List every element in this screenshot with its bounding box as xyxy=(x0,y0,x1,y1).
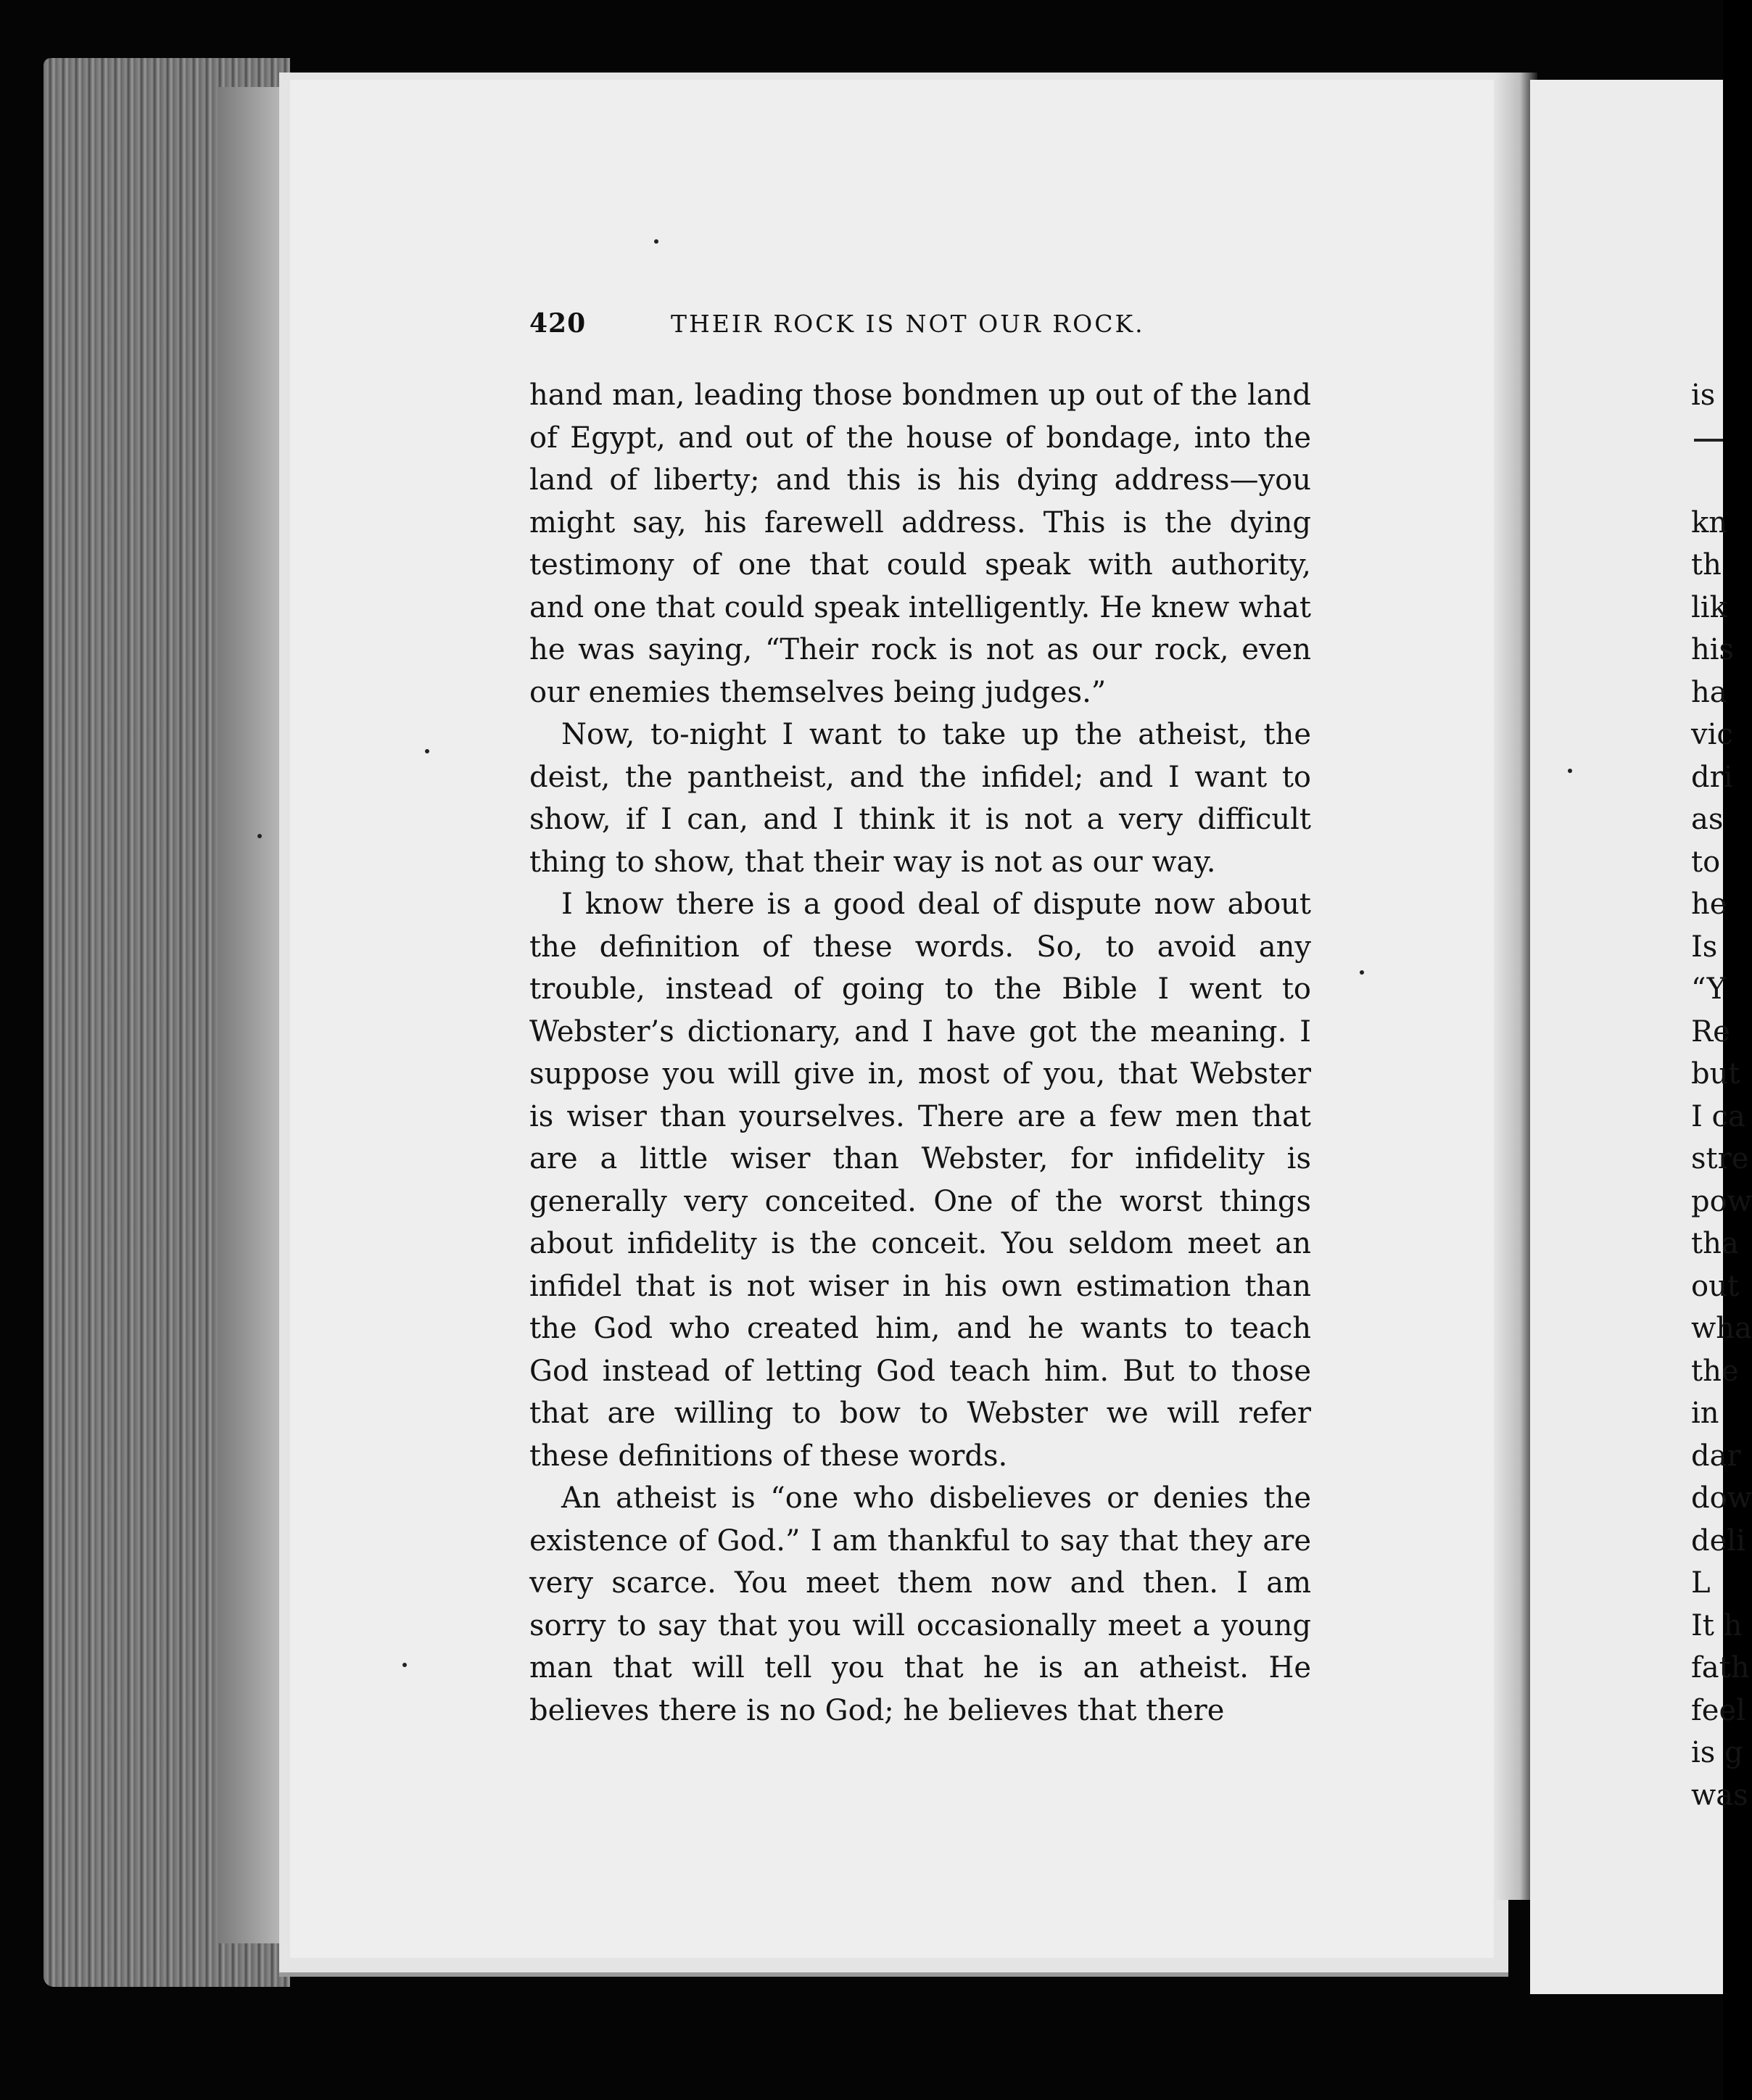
right-page-line-fragment: in xyxy=(1691,1397,1719,1430)
right-page-line-fragment: he xyxy=(1691,888,1727,921)
right-page-line-fragment: was xyxy=(1691,1778,1748,1812)
right-page-line-fragment: feel xyxy=(1691,1693,1745,1727)
dust-speck xyxy=(425,749,429,753)
right-page-line-fragment: tha xyxy=(1691,1227,1739,1260)
right-page-line-fragment: vic xyxy=(1691,718,1733,751)
right-page-line-fragment: pow xyxy=(1691,1184,1752,1218)
running-head xyxy=(529,308,1320,344)
paragraph: An atheist is “one who disbelieves or denies the existence of God.” I am thankful to say that they are very scarce. You meet them now and then. I am sorry to say that you will occasionally meet a young man that will tell you that he is an atheist. He believes there is no God; he believes that there xyxy=(529,1481,1311,1727)
right-page-line-fragment: his xyxy=(1691,633,1735,666)
right-page-line-fragment: as xyxy=(1691,803,1724,836)
right-page-line-fragment: dow xyxy=(1691,1481,1752,1515)
paragraph-continued: hand man, leading those bondmen up out of the land of Egypt, and out of the house of bondage, into the land of liberty; and this is his dying address—you might say, his farewell address. This is the dying testimony of one that could speak with authority, and one that could speak intelligently. He knew what he was saying, “Their rock is not as our rock, even our enemies themselves being judges.” xyxy=(529,379,1311,709)
dust-speck xyxy=(1568,769,1572,773)
page-number: 420 xyxy=(529,308,587,339)
right-page-line-fragment: is xyxy=(1691,379,1716,412)
right-page-line-fragment: out xyxy=(1691,1269,1739,1303)
dust-speck xyxy=(402,1663,407,1667)
right-page-line-fragment: kn xyxy=(1691,505,1727,540)
running-head-title: THEIR ROCK IS NOT OUR ROCK. xyxy=(671,310,1145,338)
right-page-line-fragment: th xyxy=(1691,548,1722,582)
right-page-line-fragment: to xyxy=(1691,845,1721,879)
page-edges-highlight xyxy=(218,87,283,1943)
right-page-line-fragment: I ca xyxy=(1691,1099,1745,1133)
dust-speck xyxy=(654,239,658,244)
right-page-line-fragment: is g xyxy=(1691,1736,1743,1769)
right-page-dash xyxy=(1694,439,1723,442)
right-page-text-fragments xyxy=(1691,374,1752,1816)
right-page-line-fragment: but xyxy=(1691,1057,1740,1091)
right-page-line-fragment: fath xyxy=(1691,1651,1750,1684)
paragraph: Now, to-night I want to take up the atheist, the deist, the pantheist, and the infidel; and I want to show, if I can, and I think it is not a very difficult thing to show, that their way is not as our way. xyxy=(529,718,1311,879)
dust-speck xyxy=(1360,970,1364,975)
right-page-line-fragment: Is xyxy=(1691,930,1718,964)
right-page-line-fragment: stre xyxy=(1691,1142,1749,1175)
right-page-line-fragment: L xyxy=(1691,1566,1711,1600)
right-page-line-fragment: lik xyxy=(1691,590,1727,624)
body-text xyxy=(529,374,1311,1732)
right-page-line-fragment: It h xyxy=(1691,1608,1743,1642)
right-page-line-fragment: Re xyxy=(1691,1014,1730,1049)
paragraph: I know there is a good deal of dispute now about the definition of these words. So, to avoid any trouble, instead of going to the Bible I went to Webster’s dictionary, and I have got the meaning. I suppose you will give in, most of you, that Webster is wiser than yourselves. There are a few men that are a little wiser than Webster, for infidelity is generally very conceited. One of the worst things about infidelity is the conceit. You seldom meet an infidel that is not wiser in his own estimation than the God who created him, and he wants to teach God instead of letting God teach him. But to those that are willing to bow to Webster we will refer these definitions of these words. xyxy=(529,888,1311,1473)
right-page-line-fragment: the xyxy=(1691,1354,1739,1388)
right-page-line-fragment: dar xyxy=(1691,1439,1741,1473)
right-page-line-fragment: “Y xyxy=(1691,972,1726,1006)
right-page-line-fragment: wha xyxy=(1691,1312,1752,1345)
dust-speck xyxy=(257,834,262,838)
right-page-line-fragment: ha xyxy=(1691,675,1727,709)
right-page-line-fragment: dri xyxy=(1691,760,1733,794)
right-page-line-fragment: deli xyxy=(1691,1524,1745,1558)
